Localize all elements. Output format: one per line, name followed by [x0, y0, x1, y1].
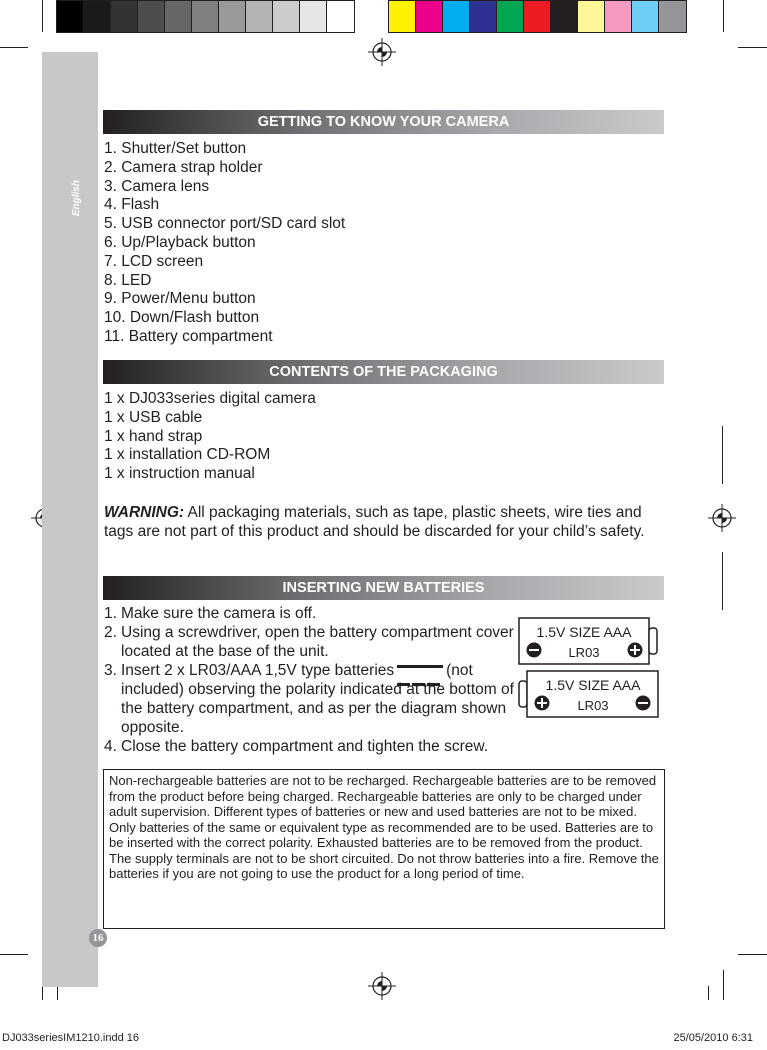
- crop-mark: [723, 970, 724, 1000]
- grayscale-color-bar: [56, 0, 355, 33]
- crop-mark: [57, 986, 58, 1000]
- list-item: 9. Power/Menu button: [104, 290, 256, 308]
- color-swatch: [605, 1, 632, 32]
- battery-type-label: LR03: [568, 645, 600, 660]
- color-swatch: [246, 1, 273, 32]
- warning-label: WARNING:: [104, 504, 185, 521]
- list-item: 7. LCD screen: [104, 252, 204, 270]
- list-item: 8. LED: [104, 271, 152, 289]
- step-number: 1.: [104, 605, 117, 622]
- color-swatch: [219, 1, 246, 32]
- step-text-after: (not included) observing the polarity indicated at the bottom of the battery compartment, and as per the diagram shown opposite.: [121, 662, 514, 736]
- list-item: [104, 661, 524, 737]
- packaging-warning: [104, 503, 666, 541]
- list-item: [104, 737, 534, 756]
- registration-mark-icon: [368, 38, 396, 66]
- list-item: 6. Up/Playback button: [104, 233, 256, 251]
- crop-mark: [0, 47, 28, 48]
- list-item: 1 x DJ033series digital camera: [104, 390, 316, 407]
- footer-timestamp: 25/05/2010 6:31: [673, 1032, 753, 1044]
- language-side-strip: [42, 52, 98, 987]
- step-text: Close the battery compartment and tighten the screw.: [121, 738, 489, 755]
- side-language-label: English: [71, 180, 82, 217]
- step-text: Make sure the camera is off.: [121, 605, 317, 622]
- crop-mark: [738, 954, 767, 955]
- list-item: 11. Battery compartment: [104, 327, 273, 345]
- crop-mark: [42, 0, 43, 32]
- step-text: Using a screwdriver, open the battery compartment cover located at the base of the unit.: [121, 624, 514, 660]
- section-header-contents: CONTENTS OF THE PACKAGING: [103, 360, 664, 384]
- dc-symbol-icon: [397, 665, 443, 677]
- crop-mark: [0, 954, 28, 955]
- color-swatch: [192, 1, 219, 32]
- battery-safety-notice: Non-rechargeable batteries are not to be recharged. Rechargeable batteries are to be removed from the product before being charged. Rechargeable batteries are only to be charged under adult supervision. Different types of batteries or new and used batteries are not to be mixed. Only batteries of the same or equivalent type as recommended are to be used. Batteries are to be inserted with the correct polarity. Exhausted batteries are to be removed from the product. The supply terminals are not to be short circuited. Do not throw batteries into a fire. Remove the batteries if you are not going to use the product for a long period of time.: [103, 769, 665, 929]
- list-item: [104, 623, 524, 661]
- registration-mark-icon: [368, 972, 396, 1000]
- registration-mark-icon: [708, 504, 736, 532]
- step-number: 3.: [104, 662, 117, 679]
- camera-parts-list: [104, 140, 345, 347]
- packaging-contents-list: [104, 390, 316, 484]
- warning-text: All packaging materials, such as tape, plastic sheets, wire ties and tags are not part of this product and should be discarded for your child’s safety.: [104, 504, 645, 540]
- step-text: [121, 661, 524, 737]
- color-swatch: [84, 1, 111, 32]
- list-item: 4. Flash: [104, 196, 160, 214]
- color-swatch: [138, 1, 165, 32]
- color-swatch: [443, 1, 470, 32]
- color-swatch: [470, 1, 497, 32]
- color-swatch: [416, 1, 443, 32]
- color-swatch: [389, 1, 416, 32]
- color-swatch: [632, 1, 659, 32]
- battery-diagram-bottom: [518, 670, 660, 718]
- crop-mark: [708, 986, 709, 1000]
- color-swatch: [551, 1, 578, 32]
- page-number-badge: 16: [89, 929, 107, 947]
- color-swatch: [165, 1, 192, 32]
- list-item: 10. Down/Flash button: [104, 309, 260, 327]
- list-item: 1 x hand strap: [104, 427, 203, 445]
- color-swatch: [659, 1, 686, 32]
- battery-size-label: 1.5V SIZE AAA: [545, 677, 641, 693]
- color-swatch: [524, 1, 551, 32]
- color-swatch: [111, 1, 138, 32]
- list-item: 1. Shutter/Set button: [104, 140, 247, 157]
- color-swatch: [300, 1, 327, 32]
- color-swatch: [497, 1, 524, 32]
- list-item: 2. Camera strap holder: [104, 158, 263, 176]
- battery-icon: [518, 670, 660, 718]
- color-swatch: [57, 1, 84, 32]
- list-item: 5. USB connector port/SD card slot: [104, 215, 346, 233]
- crop-mark: [738, 47, 767, 48]
- section-header-getting-to-know: GETTING TO KNOW YOUR CAMERA: [103, 110, 664, 134]
- battery-type-label: LR03: [577, 698, 609, 713]
- crop-mark: [723, 0, 724, 32]
- list-item: 3. Camera lens: [104, 177, 210, 195]
- list-item: 1 x USB cable: [104, 408, 203, 426]
- crop-mark: [722, 552, 723, 610]
- step-number: 2.: [104, 624, 117, 641]
- process-color-bar: [388, 0, 687, 33]
- battery-diagram-top: [518, 617, 658, 665]
- color-swatch: [273, 1, 300, 32]
- battery-icon: [518, 617, 658, 665]
- color-swatch: [578, 1, 605, 32]
- step-text-before: Insert 2 x LR03/AAA 1,5V type batteries: [121, 662, 395, 679]
- list-item: [104, 604, 524, 623]
- battery-steps-list: [104, 604, 524, 756]
- section-header-batteries: INSERTING NEW BATTERIES: [103, 576, 664, 600]
- step-number: 4.: [104, 738, 117, 755]
- battery-size-label: 1.5V SIZE AAA: [536, 624, 632, 640]
- footer-file-name: DJ033seriesIM1210.indd 16: [2, 1032, 139, 1044]
- crop-mark: [722, 426, 723, 484]
- color-swatch: [327, 1, 354, 32]
- list-item: 1 x instruction manual: [104, 465, 255, 483]
- list-item: 1 x installation CD-ROM: [104, 446, 271, 464]
